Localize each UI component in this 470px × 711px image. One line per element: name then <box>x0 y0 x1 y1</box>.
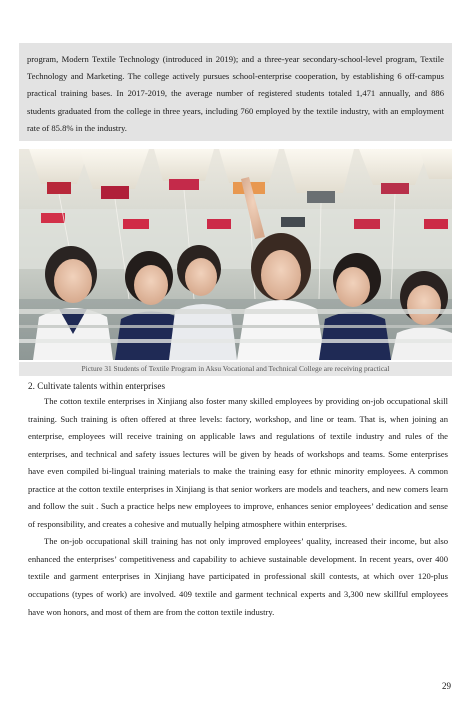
page-number: 29 <box>442 681 451 691</box>
section-heading: 2. Cultivate talents within enterprises <box>28 381 166 391</box>
training-photo <box>19 149 452 360</box>
photo-caption <box>19 362 452 376</box>
photo-caption-text: Picture 31 Students of Textile Program in Aksu Vocational and Technical College are receiving practical <box>81 364 390 373</box>
intro-callout-text: program, Modern Textile Technology (introduced in 2019); and a three-year secondary-school-level program, Textile Technology and Marketing. The college actively pursues school-enterprise cooperation, by establishing 6 off-campus practical training bases. In 2017-2019, the average number of registered students totaled 1,471 annually, and 886 students graduated from the college in three years, including 760 employed by the textile industry, with an employment rate of 85.8% in the industry. <box>27 54 444 133</box>
intro-callout-box <box>19 43 452 141</box>
body-paragraph-2: The on-job occupational skill training has not only improved employees’ quality, increased their income, but also enhanced the enterprises’ competitiveness and capability to achieve sustainable development. In recent years, over 400 textile and garment enterprises in Xinjiang have participated in professional skill contests, at which over 120-plus occupations (types of work) are involved. 409 textile and garment technical experts and 3,300 new skillful employees have won honors, and most of them are from the cotton textile industry. <box>28 536 448 617</box>
section-body <box>28 393 448 621</box>
body-paragraph-1: The cotton textile enterprises in Xinjiang also foster many skilled employees by providing on-job occupational skill training. Such training is often offered at three levels: factory, workshop, and line or team. That is, when joining an enterprise, employees will receive training on applicable laws and regulations of textile industry and rules of the enterprises, and technical and safety issues lectures will be given by heads of workshops and teams. Some enterprises have even compiled bi-lingual training materials to make the training easy for ethnic minority employees. A common practice at the cotton textile enterprises in Xinjiang is that senior workers are models and teachers, and new comers learn and follow the suit . Such a practice helps new employees to improve, enhances senior employees’ dedication and sense of responsibility, and creates a cohesive and mutually helping atmosphere within enterprises. <box>28 396 448 529</box>
